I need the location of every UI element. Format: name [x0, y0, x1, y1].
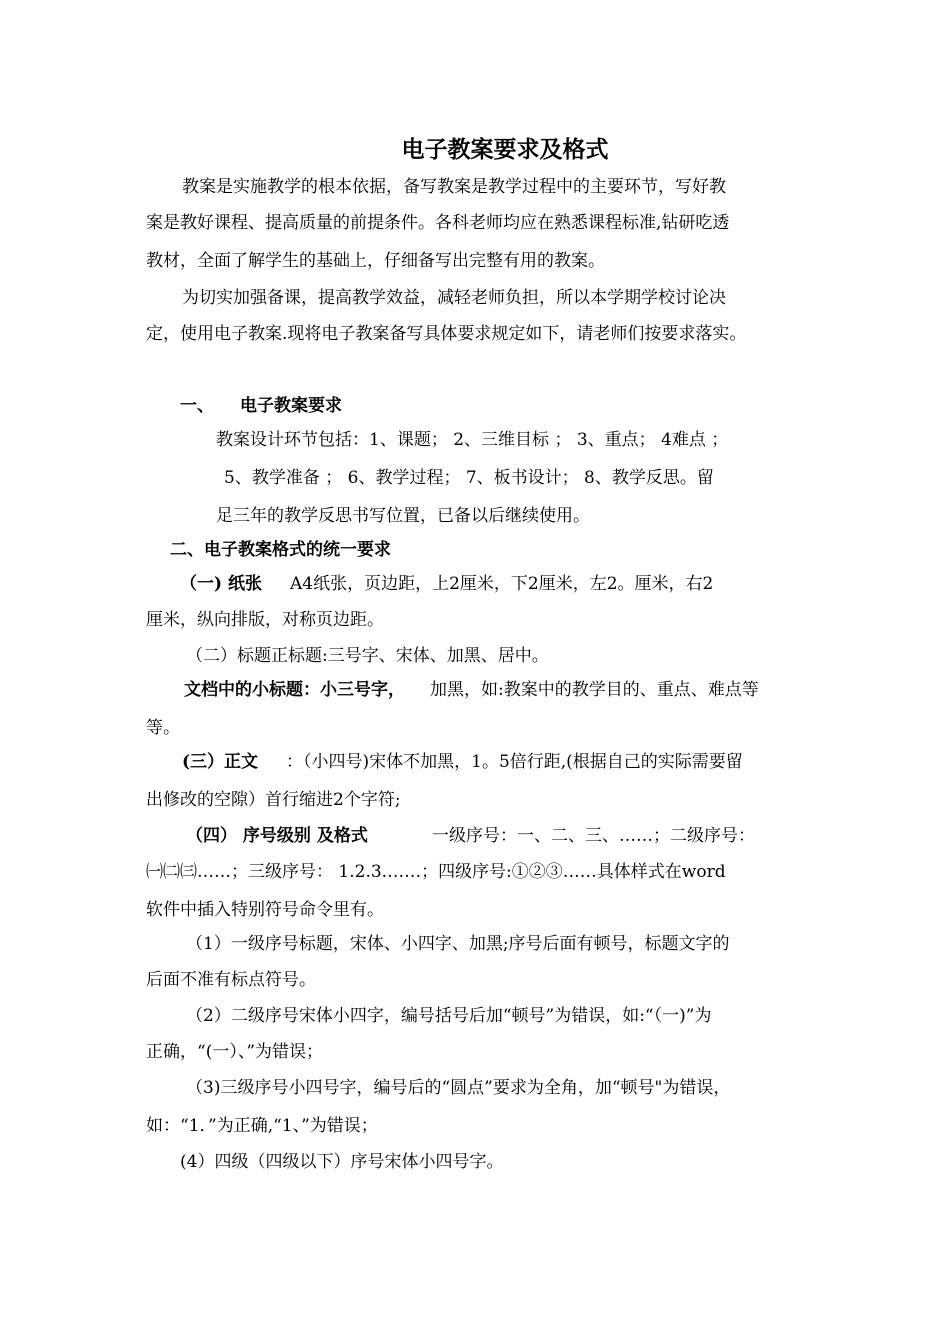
section1-number: 一、 [180, 396, 214, 416]
document-title: 电子教案要求及格式 [401, 136, 609, 163]
section2-heading: 二、电子教案格式的统一要求 [170, 540, 391, 560]
rule3-line-2: 如：“1．”为正确,“1、”为错误； [146, 1116, 378, 1136]
rule2-line-2: 正确，“(一）、”为错误； [146, 1042, 324, 1062]
subheading-continuation: 等。 [146, 718, 180, 738]
section1-line-2: 5、教学准备 ； 6、教学过程； 7、板书设计； 8、教学反思。留 [224, 468, 714, 488]
rule1-line-2: 后面不准有标点符号。 [146, 970, 316, 990]
item3-text: ：（小四号)宋体不加黑，1。5倍行距,(根据自己的实际需要留 [286, 752, 743, 772]
item1-label: （一) 纸张 [180, 574, 262, 594]
section1-line-3: 足三年的教学反思书写位置，已备以后继续使用。 [216, 506, 590, 526]
item4-label: （四） 序号级别 及格式 [186, 826, 368, 846]
item4-text: 一级序号：一、二、三、……；二级序号： [432, 826, 755, 846]
intro-p1-line-1: 教案是实施教学的根本依据，备写教案是教学过程中的主要环节，写好教 [182, 177, 726, 197]
rule3-line-1: （3)三级序号小四号字，编号后的“圆点”要求为全角，加“顿号"为错误， [186, 1078, 731, 1098]
intro-p1-line-3: 教材，全面了解学生的基础上，仔细备写出完整有用的教案。 [146, 251, 605, 271]
section1-line-1: 教案设计环节包括：1、课题； 2、三维目标 ； 3、重点； 4难点 ； [216, 430, 729, 450]
item1-continuation: 厘米，纵向排版，对称页边距。 [146, 610, 384, 630]
section1-heading: 电子教案要求 [240, 396, 342, 416]
item3-label: (三）正文 [182, 752, 259, 772]
subheading-label: 文档中的小标题：小三号字， [184, 680, 405, 700]
intro-p2-line-1: 为切实加强备课，提高教学效益，减轻老师负担，所以本学期学校讨论决 [182, 288, 726, 308]
item2-text: （二）标题正标题:三号字、宋体、加黑、居中。 [186, 646, 549, 666]
item1-text: A4纸张，页边距，上2厘米，下2厘米，左2。厘米，右2 [290, 574, 714, 594]
intro-p2-line-2: 定，使用电子教案.现将电子教案备写具体要求规定如下，请老师们按要求落实。 [146, 324, 747, 344]
item3-continuation: 出修改的空隙）首行缩进2个字符; [146, 790, 401, 810]
item4-line-3: 软件中插入特别符号命令里有。 [146, 900, 384, 920]
rule2-line-1: （2）二级序号宋体小四字，编号括号后加“顿号”为错误，如:“（一)”为 [186, 1006, 712, 1026]
rule4-text: (4）四级（四级以下）序号宋体小四号字。 [180, 1152, 504, 1172]
item4-line-2: ㈠㈡㈢……；三级序号： 1.2.3.……；四级序号:①②③……具体样式在word [146, 862, 726, 882]
rule1-line-1: （1）一级序号标题，宋体、小四字、加黑;序号后面有顿号，标题文字的 [186, 934, 730, 954]
subheading-text: 加黑，如:教案中的教学目的、重点、难点等 [430, 680, 759, 700]
intro-p1-line-2: 案是教好课程、提高质量的前提条件。各科老师均应在熟悉课程标准,钻研吃透 [146, 213, 730, 233]
